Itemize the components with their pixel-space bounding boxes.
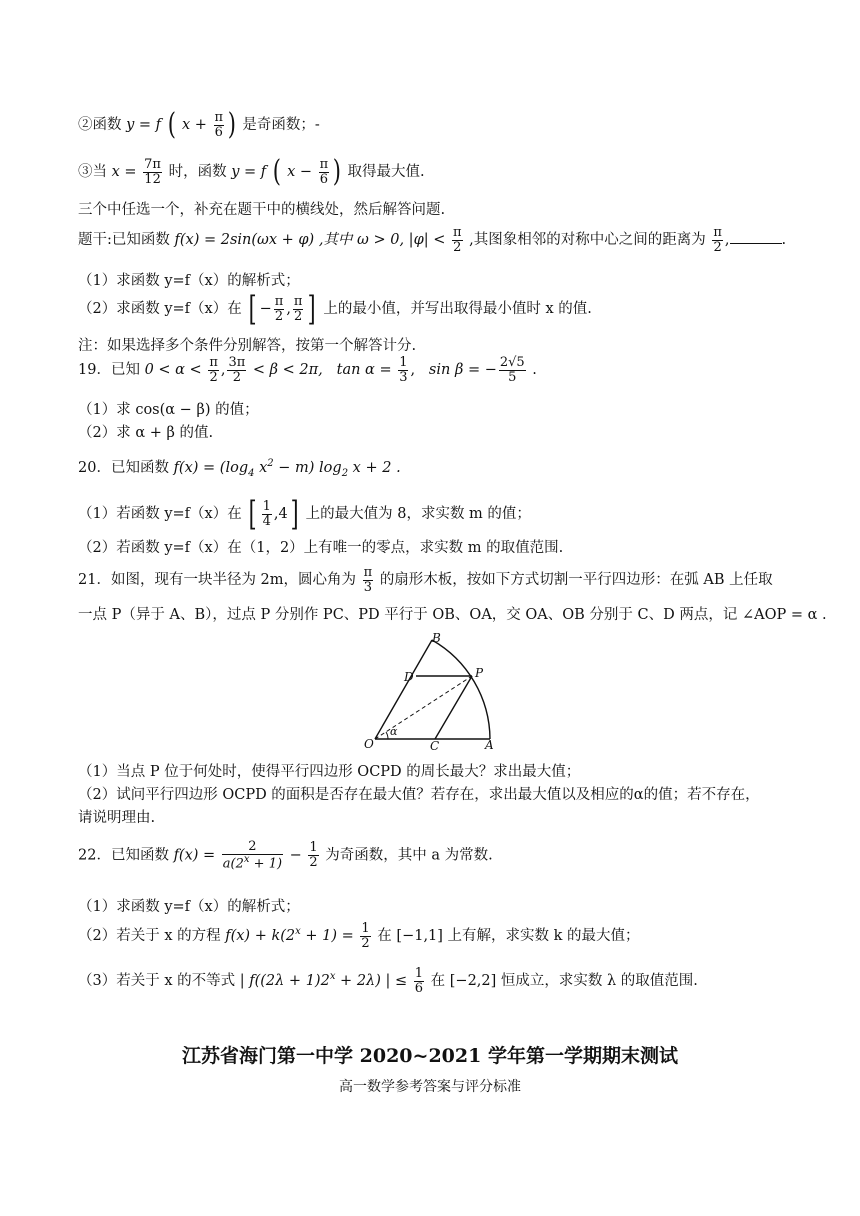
q18-part2: （2）求函数 y=f（x）在 [ − $\frac{\pi}{2}$ , $\frac{\pi}{2}$ ] 上的最小值，并写出取得最小值时 x 的值. <box>78 289 592 329</box>
text: 在 [−2,2] 恒成立，求实数 λ 的取值范围. <box>430 973 698 990</box>
angle-alpha-arc <box>386 732 388 739</box>
text: 上的最大值为 8，求实数 m 的值； <box>305 506 531 522</box>
q21-line2: 一点 P（异于 A、B），过点 P 分别作 PC、PD 平行于 OB、OA，交 OA、OB 分别于 C、D 两点，记 ∠AOP = α . <box>78 607 827 623</box>
text: （2）若关于 x 的方程 <box>78 928 221 945</box>
q21-part2-line2: 请说明理由. <box>78 810 156 826</box>
q22-part2: （2）若关于 x 的方程 $f(x) + k(2^x + 1)$ = $\frac{1}{2}$ 在 [−1,1] 上有解，求实数 k 的最大值； <box>78 921 640 951</box>
text: ③当 <box>78 164 107 180</box>
text: 22．已知函数 <box>78 847 169 864</box>
text: （1）若函数 y=f（x）在 <box>78 506 242 522</box>
text: ②函数 <box>78 117 122 133</box>
label-d: D <box>404 670 414 684</box>
text: （3）若关于 x 的不等式 <box>78 973 236 990</box>
text: （2）求函数 y=f（x）在 <box>78 301 242 317</box>
q22-part1: （1）求函数 y=f（x）的解析式； <box>78 899 300 915</box>
q21-part1: （1）当点 P 位于何处时，使得平行四边形 OCPD 的周长最大？求出最大值； <box>78 764 581 780</box>
q19-part1: （1）求 cos(α − β) 的值； <box>78 402 259 418</box>
q21-part2-line1: （2）试问平行四边形 OCPD 的面积是否存在最大值？若存在，求出最大值以及相应的α的值；若不存在， <box>78 787 760 803</box>
segment-pc <box>435 676 472 739</box>
q18-note: 注：如果选择多个条件分别解答，按第一个解答计分. <box>78 338 417 354</box>
label-o: O <box>364 737 374 751</box>
formula: y = f <box>126 117 166 133</box>
text: 题干:已知函数 <box>78 232 170 249</box>
q18-part1: （1）求函数 y=f（x）的解析式； <box>78 273 300 289</box>
q20-part2: （2）若函数 y=f（x）在（1，2）上有唯一的零点，求实数 m 的取值范围. <box>78 540 564 556</box>
text: 上的最小值，并写出取得最小值时 x 的值. <box>323 301 592 317</box>
formula: ,其中 ω > 0, |φ| < <box>318 232 446 249</box>
q18-option-3: ③当 x = $\frac{7\pi}{12}$ 时，函数 y = f ( x − $\frac{\pi}{6}$ ) 取得最大值. <box>78 154 425 189</box>
text: 的扇形木板，按如下方式切割一平行四边形：在弧 AB 上任取 <box>379 572 773 589</box>
label-c: C <box>430 739 440 752</box>
q18-choose-instruction: 三个中任选一个，补充在题干中的横线处，然后解答问题. <box>78 202 446 218</box>
segment-ob <box>375 640 432 739</box>
label-b: B <box>432 632 441 645</box>
formula: f(x) = 2sin(ωx + φ) <box>174 232 315 249</box>
text: 取得最大值. <box>347 164 425 180</box>
label-p: P <box>475 666 484 680</box>
q20-part1: （1）若函数 y=f（x）在 [ $\frac{1}{4}$ ,4] 上的最大值为 8，求实数 m 的值； <box>78 494 531 534</box>
text: 20．已知函数 <box>78 460 169 476</box>
arc-ab <box>432 640 490 739</box>
text: 是奇函数；- <box>242 117 320 133</box>
text: 在 [−1,1] 上有解，求实数 k 的最大值； <box>377 928 640 945</box>
q22-part3: （3）若关于 x 的不等式 | $f((2\lambda + 1)2^x + 2\lambda)$ | ≤ $\frac{1}{6}$ 在 [−2,2] 恒成立，求实数 λ 的取值范围. <box>78 966 698 996</box>
q22-stem: 22．已知函数 f(x) = $\frac{2}{a(2^x + 1)}$ − $\frac{1}{2}$ 为奇函数，其中 a 为常数. <box>78 839 493 871</box>
q20-stem: 20．已知函数 $f(x) = (\log_4$ $x^2 - m$) $\log_2 x + 2$ . <box>78 458 401 479</box>
sector-figure <box>364 632 504 752</box>
answer-blank <box>730 231 782 244</box>
q19-part2: （2）求 α + β 的值. <box>78 425 214 441</box>
label-a: A <box>485 738 494 752</box>
q18-option-2: ②函数 y = f ( x + $\frac{\pi}{6}$ ) 是奇函数；- <box>78 107 320 142</box>
text: 21．如图，现有一块半径为 2m，圆心角为 <box>78 572 357 589</box>
fraction: $\frac{7\pi}{12}$ <box>144 156 161 187</box>
q21-line1: 21．如图，现有一块半径为 2m，圆心角为 $\frac{\pi}{3}$ 的扇形木板，按如下方式切割一平行四边形：在弧 AB 上任取 <box>78 565 773 595</box>
label-alpha: α <box>390 725 398 738</box>
q19-stem: 19．已知 0 < α < $\frac{\pi}{2}$ , $\frac{3\pi}{2}$ < β < 2π, tan α = $\frac{1}{3}$ , sin β = − $\frac{2√5}{5}$ . <box>78 355 537 385</box>
document-subtitle: 高一数学参考答案与评分标准 <box>339 1079 521 1095</box>
fraction: $\frac{\pi}{6}$ <box>214 109 224 140</box>
text: ,其图象相邻的对称中心之间的距离为 <box>469 232 706 249</box>
q18-stem: 题干:已知函数 f(x) = 2sin(ωx + φ) ,其中 ω > 0, |φ| < $\frac{\pi}{2}$ ,其图象相邻的对称中心之间的距离为 $\frac{\pi}{2}$ , . <box>78 225 787 255</box>
text: 为奇函数，其中 a 为常数. <box>325 847 493 864</box>
text: 时，函数 <box>168 164 227 180</box>
text: 19．已知 <box>78 362 140 379</box>
document-title: 江苏省海门第一中学 2020~2021 学年第一学期期末测试 <box>182 1045 678 1067</box>
